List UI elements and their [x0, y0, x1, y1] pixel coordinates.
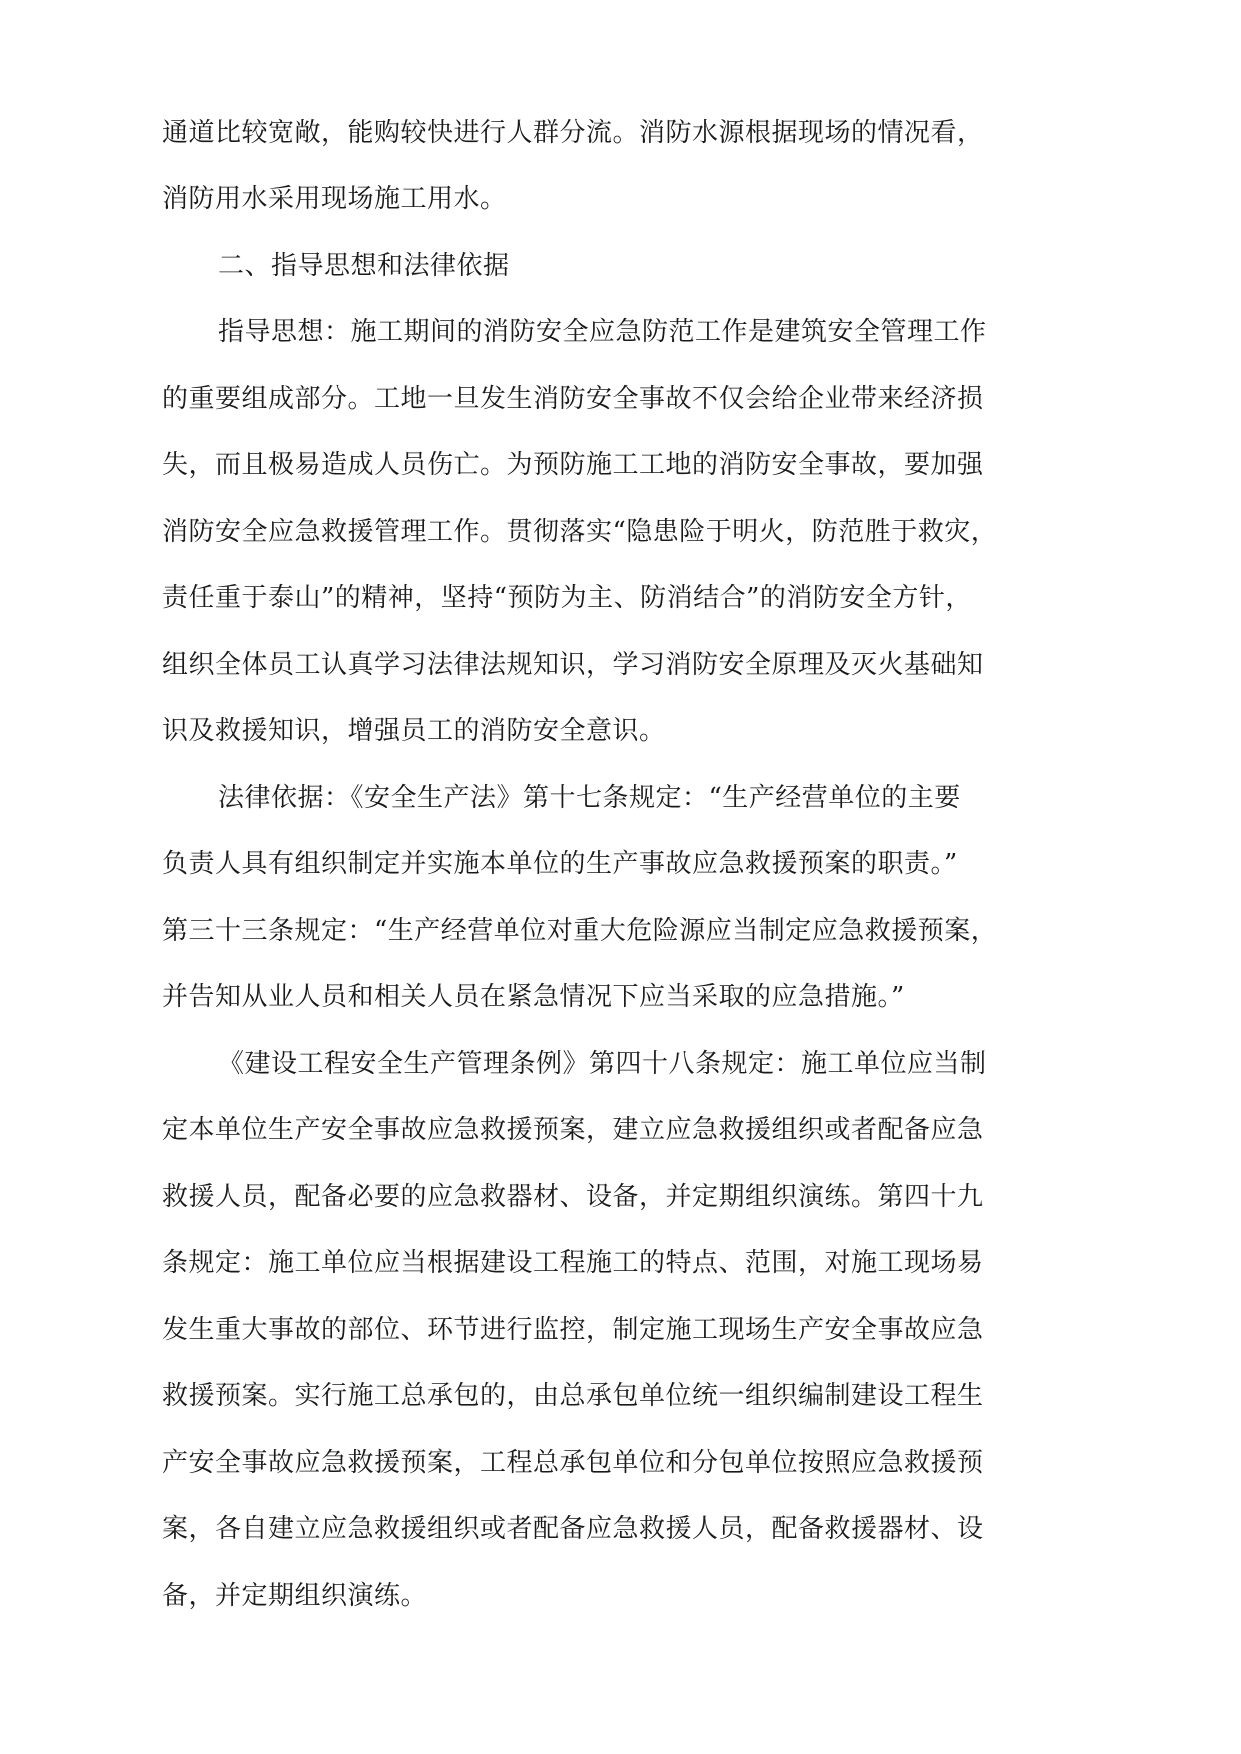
text-line: 定本单位生产安全事故应急救援预案，建立应急救援组织或者配备应急 — [162, 1115, 984, 1145]
text-line: 消防用水采用现场施工用水。 — [162, 184, 507, 214]
text-line: 责任重于泰山”的精神，坚持“预防为主、防消结合”的消防安全方针， — [162, 583, 972, 613]
text-line: 通道比较宽敞，能购较快进行人群分流。消防水源根据现场的情况看， — [162, 118, 984, 148]
text-line: 案，各自建立应急救援组织或者配备应急救援人员，配备救援器材、设 — [162, 1514, 984, 1544]
text-line: 负责人具有组织制定并实施本单位的生产事故应急救援预案的职责。” — [162, 849, 958, 879]
text-line: 识及救援知识，增强员工的消防安全意识。 — [162, 716, 666, 746]
text-line: 并告知从业人员和相关人员在紧急情况下应当采取的应急措施。” — [162, 982, 905, 1012]
text-line: 救援人员，配备必要的应急救器材、设备，并定期组织演练。第四十九 — [162, 1182, 984, 1212]
text-line: 产安全事故应急救援预案，工程总承包单位和分包单位按照应急救援预 — [162, 1448, 984, 1478]
paragraph-start: 法律依据：《安全生产法》第十七条规定：“生产经营单位的主要 — [218, 783, 961, 813]
paragraph-start: 指导思想：施工期间的消防安全应急防范工作是建筑安全管理工作 — [218, 317, 987, 347]
text-line: 条规定：施工单位应当根据建设工程施工的特点、范围，对施工现场易 — [162, 1248, 984, 1278]
text-line: 发生重大事故的部位、环节进行监控，制定施工现场生产安全事故应急 — [162, 1315, 984, 1345]
paragraph-start: 《建设工程安全生产管理条例》第四十八条规定：施工单位应当制 — [218, 1049, 987, 1079]
section-heading: 二、指导思想和法律依据 — [218, 251, 510, 281]
text-line: 第三十三条规定：“生产经营单位对重大危险源应当制定应急救援预案， — [162, 916, 998, 946]
text-line: 备，并定期组织演练。 — [162, 1581, 428, 1611]
text-line: 失，而且极易造成人员伤亡。为预防施工工地的消防安全事故，要加强 — [162, 450, 984, 480]
text-line: 组织全体员工认真学习法律法规知识，学习消防安全原理及灭火基础知 — [162, 650, 984, 680]
text-line: 的重要组成部分。工地一旦发生消防安全事故不仅会给企业带来经济损 — [162, 384, 984, 414]
text-line: 消防安全应急救援管理工作。贯彻落实“隐患险于明火，防范胜于救灾， — [162, 517, 998, 547]
text-line: 救援预案。实行施工总承包的，由总承包单位统一组织编制建设工程生 — [162, 1381, 984, 1411]
